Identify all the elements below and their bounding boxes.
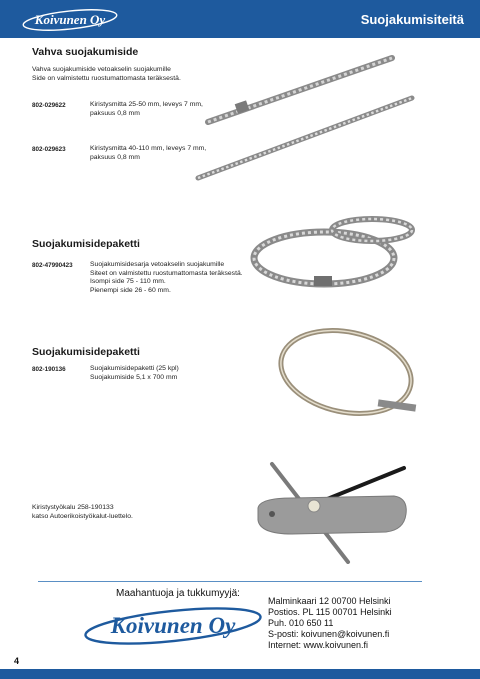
page-title: Suojakumisiteitä [360, 12, 464, 27]
logo-text: Koivunen Oy [34, 12, 106, 27]
band-clamp-image-long [190, 92, 420, 184]
description-line: Suojakumisidepaketti (25 kpl) [90, 365, 179, 372]
product-code: 802-029622 [32, 102, 66, 109]
email-line: S-posti: koivunen@koivunen.fi [268, 629, 390, 639]
product-code: 802-029623 [32, 146, 66, 153]
description-line: paksuus 0,8 mm [90, 109, 140, 117]
section-title-vahva: Vahva suojakumiside [32, 46, 139, 58]
description-line: Isompi side 75 - 110 mm. [90, 278, 166, 286]
description-line: Kiristysmitta 40-110 mm, leveys 7 mm, [90, 145, 207, 152]
description-line: Kiristysmitta 25-50 mm, leveys 7 mm, [90, 101, 203, 108]
section-intro [32, 66, 181, 83]
section-title-paketti-2: Suojakumisidepaketti [32, 346, 140, 358]
product-code: 802-190136 [32, 366, 66, 373]
product-description [90, 261, 243, 295]
tool-description [32, 504, 133, 521]
section-title-paketti: Suojakumisidepaketti [32, 238, 140, 250]
description-line: Siteet on valmistettu ruostumattomasta teräksestä. [90, 269, 243, 277]
description-line: paksuus 0,8 mm [90, 153, 140, 161]
product-code: 802-47990423 [32, 262, 73, 269]
tensioning-tool-image [252, 458, 410, 564]
address-line: Malminkaari 12 00700 Helsinki [268, 596, 391, 606]
product-description [90, 365, 179, 382]
intro-line: Side on valmistettu ruostumattomasta teräksestä. [32, 74, 181, 82]
website-line: Internet: www.koivunen.fi [268, 640, 369, 650]
koivunen-footer-logo [80, 604, 266, 646]
address-line: Postios. PL 115 00701 Helsinki [268, 607, 392, 617]
description-line: Suojakumisidesarja vetoakselin suojakumille [90, 261, 225, 268]
koivunen-logo [20, 6, 120, 32]
footer-divider [38, 581, 422, 582]
ear-clamp-image [270, 320, 430, 430]
company-address [268, 596, 392, 651]
intro-line: Vahva suojakumiside vetoakselin suojakumille [32, 66, 171, 73]
product-description [90, 101, 203, 118]
page-number: 4 [14, 656, 20, 666]
phone-line: Puh. 010 650 11 [268, 618, 334, 628]
clamp-set-image [244, 212, 420, 294]
tool-line: katso Autoerikoistyökalut-luettelo. [32, 512, 133, 520]
header-bar [0, 0, 480, 38]
description-line: Suojakumiside 5,1 x 700 mm [90, 373, 178, 381]
tool-line: Kiristystyökalu 258-190133 [32, 504, 114, 511]
importer-label: Maahantuoja ja tukkumyyjä: [116, 588, 240, 599]
bottom-bar [0, 669, 480, 679]
footer-logo-text: Koivunen Oy [110, 613, 236, 638]
description-line: Pienempi side 26 - 60 mm. [90, 286, 171, 294]
product-description [90, 145, 206, 162]
